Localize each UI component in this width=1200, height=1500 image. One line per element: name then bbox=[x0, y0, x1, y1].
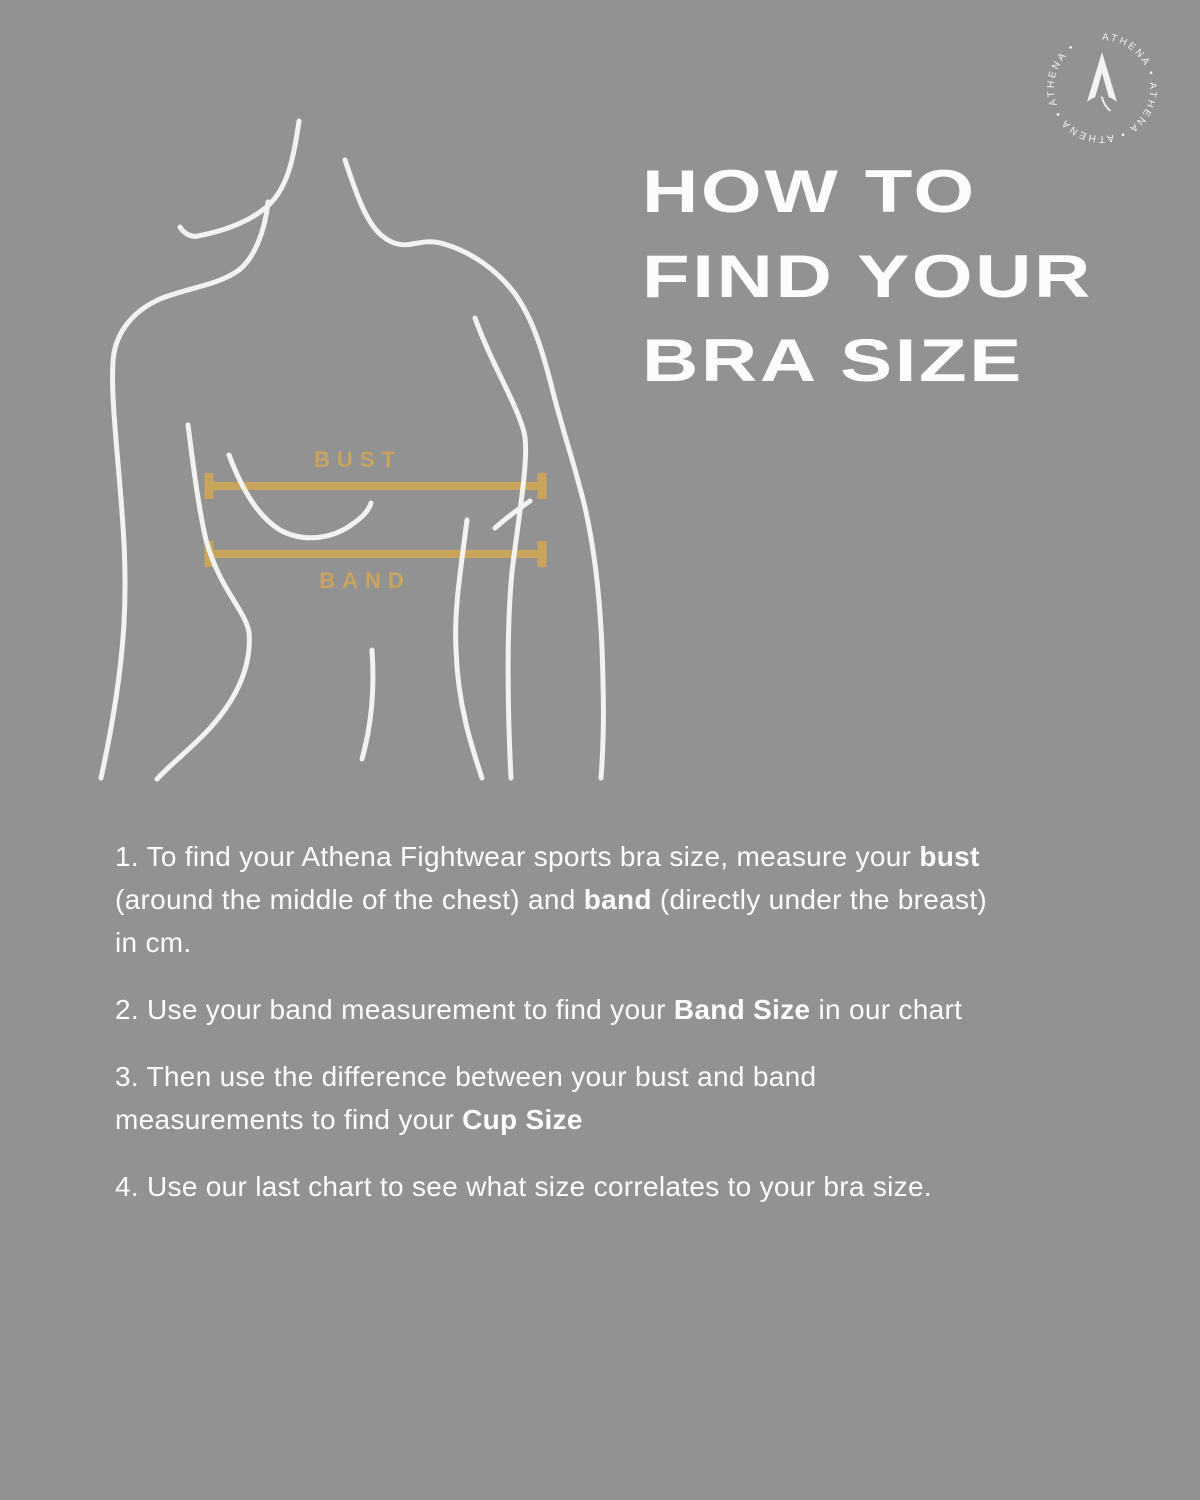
torso-measurement-diagram bbox=[85, 100, 620, 800]
right-body-side-line bbox=[456, 520, 482, 778]
title-line-2: FIND YOUR bbox=[642, 242, 1093, 310]
instruction-paragraph bbox=[115, 1165, 1125, 1208]
navel-line bbox=[362, 650, 373, 759]
instruction-line: 4. Use our last chart to see what size correlates to your bra size. bbox=[115, 1171, 932, 1202]
title-line-1: HOW TO bbox=[642, 158, 977, 225]
bust-label: BUST bbox=[314, 447, 402, 472]
instruction-paragraph bbox=[115, 835, 1125, 964]
right-inner-arm-line bbox=[475, 318, 526, 778]
spearhead-icon bbox=[1087, 52, 1117, 111]
instruction-line: in cm. bbox=[115, 927, 192, 958]
instruction-line: 1. To find your Athena Fightwear sports bra size, measure your bust bbox=[115, 841, 980, 872]
athena-logo bbox=[1032, 18, 1172, 158]
page-title bbox=[642, 150, 1093, 404]
measurement-bars bbox=[209, 473, 542, 567]
instruction-paragraph bbox=[115, 988, 1125, 1031]
logo-ring-text: ATHENA • ATHENA • ATHENA • ATHENA • bbox=[1045, 31, 1159, 145]
instruction-line: measurements to find your Cup Size bbox=[115, 1104, 583, 1135]
instructions bbox=[115, 835, 1125, 1232]
head-jaw-chin-outline bbox=[180, 121, 299, 236]
title-line-3: BRA SIZE bbox=[642, 327, 1024, 394]
instruction-line: 3. Then use the difference between your bust and band bbox=[115, 1061, 817, 1092]
band-label: BAND bbox=[319, 568, 411, 593]
left-body-side-hip-line bbox=[157, 425, 249, 779]
instruction-line: 2. Use your band measurement to find your Band Size in our chart bbox=[115, 994, 963, 1025]
instruction-line: (around the middle of the chest) and band (directly under the breast) bbox=[115, 884, 988, 915]
instruction-paragraph bbox=[115, 1055, 1125, 1141]
right-breast-side-curve bbox=[495, 501, 530, 528]
